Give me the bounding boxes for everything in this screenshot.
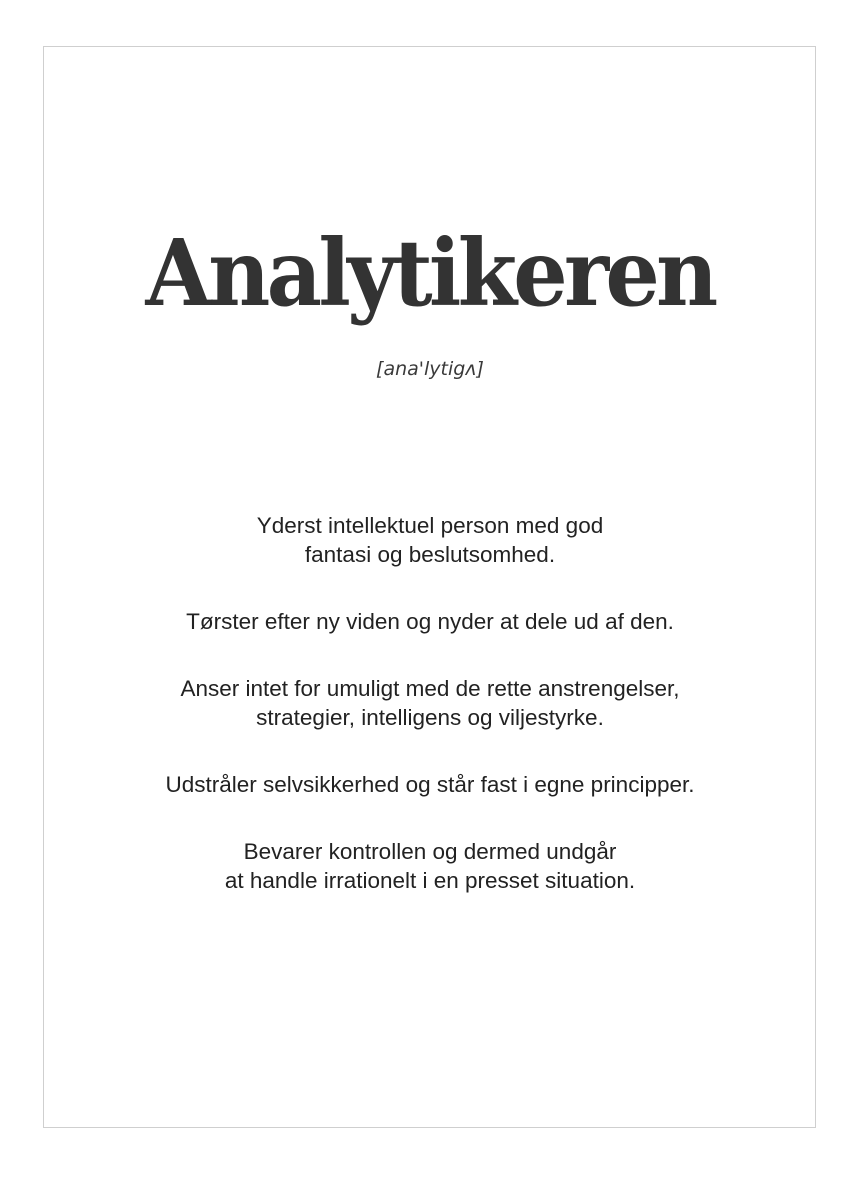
definition-line: Udstråler selvsikkerhed og står fast i egne principper. [165,772,695,797]
definition-line: Tørster efter ny viden og nyder at dele ud af den. [186,609,674,634]
poster-title: Analytikeren [145,219,715,327]
definition-item [0,511,860,569]
definition-item [0,674,860,732]
definition-item [0,770,860,799]
definition-line: Yderst intellektuel person med god [256,513,604,538]
definition-item [0,837,860,895]
pronunciation: [ana'lytigʌ] [376,358,484,380]
definition-item [0,607,860,636]
definition-list [0,511,860,933]
definition-line: Anser intet for umuligt med de rette anstrengelser, [180,676,680,701]
definition-line: Bevarer kontrollen og dermed undgår [243,839,617,864]
definition-line: at handle irrationelt i en presset situation. [224,868,636,893]
definition-line: fantasi og beslutsomhed. [304,542,556,567]
definition-line: strategier, intelligens og viljestyrke. [256,705,604,730]
